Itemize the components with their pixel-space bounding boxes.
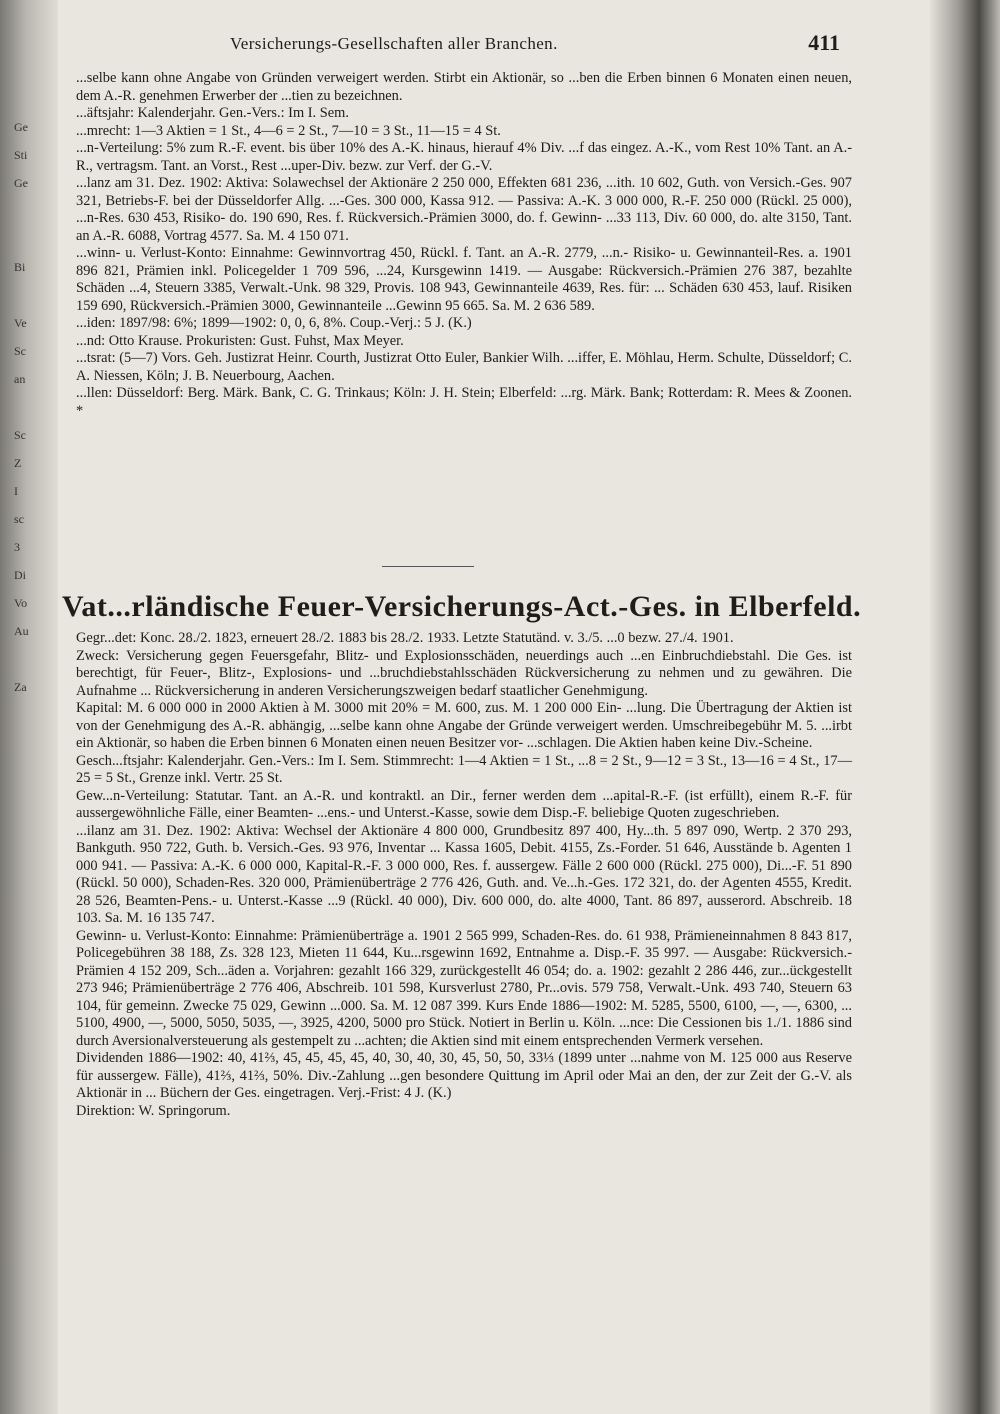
margin-fragment <box>14 232 54 246</box>
margin-fragment <box>14 400 54 414</box>
margin-fragment: Bi <box>14 260 26 274</box>
text-paragraph: Gesch...ftsjahr: Kalenderjahr. Gen.-Vers.: Im I. Sem. Stimmrecht: 1—4 Aktien = 1 St., ...8 = 2 St., 9—12 = 3 St., 13—16 = 4 St., 17—25 = 5 St., Grenze inkl. Vertr. 25 St. <box>76 752 852 786</box>
text-paragraph: ...n-Verteilung: 5% zum R.-F. event. bis über 10% des A.-K. hinaus, hierauf 4% Div. ...f das eingez. A.-K., vom Rest 10% Tant. an A.-R., vertragsm. Tant. an Vorst., Rest ...uper-Div. bezw. zur Verf. der G.-V. <box>76 140 852 174</box>
margin-fragment: Ge <box>14 120 28 134</box>
margin-fragment: Ge <box>14 176 28 190</box>
text-paragraph: ...ilanz am 31. Dez. 1902: Aktiva: Wechsel der Aktionäre 4 800 000, Grundbesitz 897 400, Hy...th. 5 897 090, Wertp. 2 370 293, Bankguth. 950 722, Guth. b. Versich.-Ges. 93 976, Inventar ... Kassa 1605, Debit. 4155, Zs.-Forder. 51 646, Ausstände b. Agenten 1 000 941. — Passiva: A.-K. 6 000 000, Kapital-R.-F. 3 000 000, Res. f. aussergew. Fälle 2 600 000 (Rückl. 275 000), Di...-F. 51 890 (Rückl. 50 000), Schaden-Res. 320 000, Prämienüberträge 2 776 426, Guth. and. Ve...h.-Ges. 172 321, do. der Agenten 4555, Kredit. 28 526, Beamten-Pens.- u. Unterst.-Kasse ...9 (Rückl. 40 000), Div. 600 000, do. alte 4000, Tant. 86 897, ausserord. Abschreib. 18 103. Sa. M. 16 135 747. <box>76 822 852 926</box>
text-paragraph: ...tsrat: (5—7) Vors. Geh. Justizrat Heinr. Courth, Justizrat Otto Euler, Bankier Wilh. ...iffer, E. Möhlau, Herm. Schulte, Düsseldorf; C. A. Niessen, Köln; J. B. Neuerbourg, Aachen. <box>76 350 852 384</box>
margin-fragment <box>14 204 54 218</box>
page-edge-shadow <box>930 0 1000 1414</box>
text-paragraph: Dividenden 1886—1902: 40, 41⅔, 45, 45, 45, 45, 40, 30, 40, 30, 45, 50, 50, 33⅓ (1899 unter ...nahme von M. 125 000 aus Reserve für aussergew. Fälle), 41⅔, 41⅔, 50%. Div.-Zahlung ...gen besondere Quittung im April oder Mai an den, der zur Zeit der G.-V. als Aktionär in ... Büchern der Ges. eingetragen. Verj.-Frist: 4 J. (K.) <box>76 1050 852 1101</box>
margin-fragment: an <box>14 372 26 386</box>
text-paragraph: Gewinn- u. Verlust-Konto: Einnahme: Prämienüberträge a. 1901 2 565 999, Schaden-Res. do. 61 938, Prämieneinnahmen 8 843 817, Policegebühren 38 188, Zs. 328 123, Mieten 11 644, Ku...rsgewinn 1692, Entnahme a. Disp.-F. 35 997. — Ausgabe: Rückversich.-Prämien 4 152 209, Sch...äden a. Vorjahren: gezahlt 166 329, zurückgestellt 46 054; do. a. 1902: gezahlt 2 286 446, zur...ückgestellt 273 946; Prämienüberträge 2 776 406, Abschreib. 101 598, Kursverlust 2780, Pr...ovis. 579 758, Verwalt.-Unk. 493 740, Steuern 63 104, für gemeinn. Zwecke 75 029, Gewinn ...000. Sa. M. 12 087 399. Kurs Ende 1886—1902: M. 5285, 5500, 6100, —, —, 6300, ... 5100, 4900, —, 5000, 5050, 5035, —, 3925, 4200, 5000 pro Stück. Notiert in Berlin u. Köln. ...nce: Die Cessionen bis 1./1. 1886 sind durch Aversionalversteuerung als gestempelt zu ...achten; die Aktien sind mit einem entsprechenden Vermerk versehen. <box>76 927 852 1049</box>
text-paragraph: ...iden: 1897/98: 6%; 1899—1902: 0, 0, 6, 8%. Coup.-Verj.: 5 J. (K.) <box>76 315 472 331</box>
margin-fragment: Sti <box>14 148 28 162</box>
section-separator-rule <box>382 566 474 567</box>
running-head-title: Versicherungs-Gesellschaften aller Branchen. <box>230 34 558 53</box>
facing-page-margin-fragments <box>14 120 54 736</box>
text-paragraph: ...äftsjahr: Kalenderjahr. Gen.-Vers.: Im I. Sem. <box>76 105 349 121</box>
section-previous-company <box>62 70 852 420</box>
text-paragraph: Gegr...det: Konc. 28./2. 1823, erneuert 28./2. 1883 bis 28./2. 1933. Letzte Statutänd. v. 3./5. ...0 bezw. 27./4. 1901. <box>76 630 734 646</box>
page-number: 411 <box>808 30 840 55</box>
text-paragraph: Gew...n-Verteilung: Statutar. Tant. an A.-R. und kontraktl. an Dir., ferner werden dem ...apital-R.-F. (ist erfüllt), einem R.-F. für aussergewöhnliche Fälle, einer Beamten- ...ens.- und Unterst.-Kasse, sowie dem Disp.-F. beliebige Quoten zugeschrieben. <box>76 787 852 821</box>
margin-fragment: Ve <box>14 316 27 330</box>
text-paragraph: ...selbe kann ohne Angabe von Gründen verweigert werden. Stirbt ein Aktionär, so ...ben die Erben binnen 6 Monaten einen neuen, dem A.-R. genehmen Erwerber der ...tien zu bezeichnen. <box>76 70 852 104</box>
margin-fragment: Za <box>14 680 27 694</box>
margin-fragment: sc <box>14 512 24 526</box>
margin-fragment <box>14 288 54 302</box>
margin-fragment: Sc <box>14 428 26 442</box>
margin-fragment: Au <box>14 624 29 638</box>
company-heading: Vat...rländische Feuer-Versicherungs-Act.-Ges. in Elberfeld. <box>62 590 862 623</box>
text-paragraph: ...winn- u. Verlust-Konto: Einnahme: Gewinnvortrag 450, Rückl. f. Tant. an A.-R. 2779, ...n.- Risiko- u. Gewinnanteil-Res. a. 1901 896 821, Prämien inkl. Policegelder 1 709 596, ...24, Kursgewinn 1419. — Ausgabe: Rückversich.-Prämien 276 387, bezahlte Schäden ...4, Steuern 3385, Verwalt.-Unk. 98 329, Provis. 108 943, Gewinnanteile 4639, Res. für: ... Schäden 630 453, lauf. Risiken 159 690, Rückversich.-Prämien 3000, Gewinnanteile ...Gewinn 95 665. Sa. M. 2 636 589. <box>76 245 852 314</box>
text-paragraph: ...mrecht: 1—3 Aktien = 1 St., 4—6 = 2 St., 7—10 = 3 St., 11—15 = 4 St. <box>76 122 501 139</box>
text-paragraph: Direktion: W. Springorum. <box>76 1102 231 1119</box>
text-paragraph: Zweck: Versicherung gegen Feuersgefahr, Blitz- und Explosionsschäden, neuerdings auch ...en Einbruchdiebstahl. Die Ges. ist berechtigt, für Feuer-, Blitz-, Explosions- und ...bruchdiebstahlsschäden Rückversicherung zu nehmen und zu gewähren. Die Aufnahme ... Rückversicherung in anderen Versicherungszweigen bedarf staatlicher Genehmigung. <box>76 647 852 699</box>
margin-fragment: Sc <box>14 344 26 358</box>
text-paragraph: ...nd: Otto Krause. Prokuristen: Gust. Fuhst, Max Meyer. <box>76 332 404 349</box>
margin-fragment: 3 <box>14 540 20 554</box>
text-paragraph: Kapital: M. 6 000 000 in 2000 Aktien à M. 3000 mit 20% = M. 600, zus. M. 1 200 000 Ein- ...lung. Die Übertragung der Aktien ist von der Genehmigung des A.-R. abhängig, ...selbe kann ohne Angabe der Gründe verweigert werden. Umschreibegebühr M. 5. ...irbt ein Aktionär, so haben die Erben binnen 6 Monaten einen neuen Besitzer vor- ...schlagen. Die Aktien haben keine Div.-Scheine. <box>76 700 852 751</box>
section-company-entry <box>62 630 852 1120</box>
text-paragraph: ...llen: Düsseldorf: Berg. Märk. Bank, C. G. Trinkaus; Köln: J. H. Stein; Elberfeld: ...rg. Märk. Bank; Rotterdam: R. Mees & Zoonen. * <box>76 385 852 419</box>
text-paragraph: ...lanz am 31. Dez. 1902: Aktiva: Solawechsel der Aktionäre 2 250 000, Effekten 681 236, ...ith. 10 602, Guth. von Versich.-Ges. 907 321, Betriebs-F. bei der Düsseldorfer Allg. ...-Ges. 300 000, Kassa 912. — Passiva: A.-K. 3 000 000, R.-F. 250 000 (Rückl. 25 000), ...n-Res. 630 453, Risiko- do. 190 690, Res. f. Rückversich.-Prämien 3000, do. f. Gewinn- ...33 113, Div. 60 000, do. alte 3150, Tant. an A.-R. 6088, Vortrag 4577. Sa. M. 4 150 071. <box>76 175 852 244</box>
margin-fragment <box>14 708 54 722</box>
running-head <box>80 30 840 58</box>
margin-fragment <box>14 652 54 666</box>
margin-fragment: Vo <box>14 596 28 610</box>
margin-fragment: I <box>14 484 18 498</box>
margin-fragment: Di <box>14 568 26 582</box>
margin-fragment: Z <box>14 456 22 470</box>
